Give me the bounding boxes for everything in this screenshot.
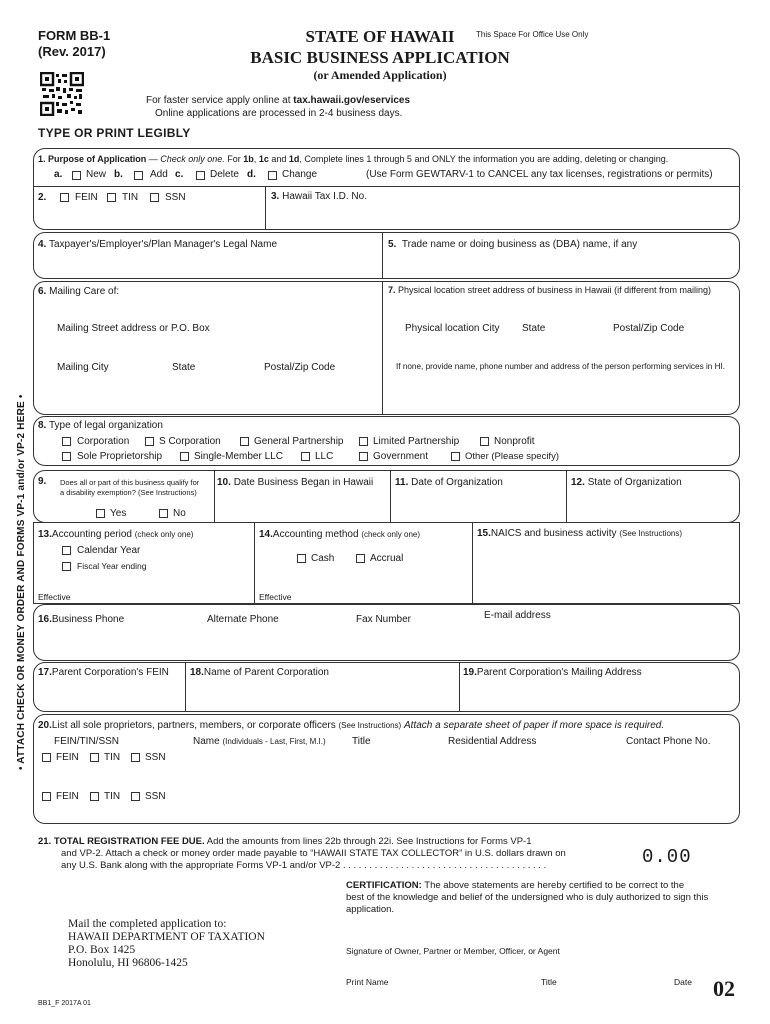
line-number: 19. [463,667,477,678]
sole-proprietorship-label: Sole Proprietorship [77,451,163,462]
line14-text: Accounting method [272,529,359,540]
line-number: 21. [38,836,52,847]
row2-tin-label: TIN [104,791,121,802]
line-number: 8. [38,420,47,431]
line18-text: Name of Parent Corporation [203,667,329,678]
line15-note: (See Instructions) [619,529,683,538]
effective-label: Effective [259,592,292,602]
mailing-street-label: Mailing Street address or P.O. Box [57,323,210,334]
row1-ssn-checkbox[interactable] [131,753,140,762]
form-revision: (Rev. 2017) [38,44,106,59]
line-number: 12. [571,477,585,488]
col-title: Title [352,736,371,747]
line-number: 7. [388,285,396,295]
limited-partnership-label: Limited Partnership [373,436,460,447]
disability-no-checkbox[interactable] [159,509,168,518]
title-label: Title [541,977,557,987]
ssn-checkbox[interactable] [150,193,159,202]
line8-label [38,420,163,431]
option-a-letter: a. [54,169,63,180]
llc-checkbox[interactable] [301,452,310,461]
fiscal-year-label: Fiscal Year ending [77,561,147,571]
certification-title: CERTIFICATION: [346,880,422,891]
nonprofit-label: Nonprofit [494,436,535,447]
row2-ssn-checkbox[interactable] [131,792,140,801]
row2-ssn-label: SSN [145,791,166,802]
certification-text1: The above statements are hereby certified to be correct to the [421,880,685,891]
col-name-note: (Individuals - Last, First, M.I.) [222,737,326,746]
line3-label [271,191,367,202]
no-label: No [173,508,186,519]
online-processing-note: Online applications are processed in 2-4 business days. [155,108,403,119]
line21-instr1: Add the amounts from lines 22b through 22i. See Instructions for Forms VP-1 [204,836,532,847]
line-number: 14. [259,529,273,540]
line9-text1: Does all or part of this business qualify for [60,478,200,487]
line19-label [463,667,642,678]
gewtarv-note: (Use Form GEWTARV-1 to CANCEL any tax licenses, registrations or permits) [366,169,713,180]
line20-text: List all sole proprietors, partners, members, or corporate officers [51,720,336,731]
line21-title: TOTAL REGISTRATION FEE DUE. [53,836,205,847]
email-label: E-mail address [484,610,551,621]
mailing-city-label: Mailing City [57,362,109,373]
line1-dash: — [146,154,161,164]
footer-form-code: BB1_F 2017A 01 [38,1000,91,1007]
col-phone: Contact Phone No. [626,736,711,747]
form-title: BASIC BUSINESS APPLICATION [250,48,510,67]
single-member-llc-checkbox[interactable] [180,452,189,461]
line20-note: (See Instructions) [338,721,402,730]
line18-label [190,667,329,678]
s-corporation-label: S Corporation [159,436,221,447]
date-label: Date [674,977,692,987]
divider [382,281,383,415]
cash-label: Cash [311,553,335,564]
option-c-letter: c. [175,169,184,180]
line17-text: Parent Corporation's FEIN [51,667,169,678]
row1-tin-checkbox[interactable] [90,753,99,762]
line-number: 18. [190,667,204,678]
row2-fein-checkbox[interactable] [42,792,51,801]
fax-label: Fax Number [356,614,412,625]
change-checkbox[interactable] [268,171,277,180]
effective-label: Effective [38,592,71,602]
option-b-letter: b. [114,169,123,180]
line11-label [395,477,503,488]
physical-city-label: Physical location City [405,323,500,334]
line21-text1 [38,836,532,847]
single-member-llc-label: Single-Member LLC [194,451,283,462]
line1-check-only: Check only one. [160,154,225,164]
line12-text: State of Organization [587,477,682,488]
line21-text3: any U.S. Bank along with the appropriate Forms VP-1 and/or VP-2 . . . . . . . . . . . . . . . . . . . . . . . . . . . . . . . . . . . . . . . [61,860,547,871]
row1-ssn-label: SSN [145,752,166,763]
government-label: Government [373,451,429,462]
llc-label: LLC [315,451,334,462]
disability-yes-checkbox[interactable] [96,509,105,518]
line7-text: Physical location street address of business in Hawaii (if different from mailing) [398,285,712,295]
divider [185,662,186,712]
line-number: 20. [38,720,52,731]
limited-partnership-checkbox[interactable] [359,437,368,446]
general-partnership-label: General Partnership [254,436,344,447]
line5-text: Trade name or doing business as (DBA) name, if any [401,239,638,250]
corporation-label: Corporation [77,436,130,447]
delete-checkbox[interactable] [196,171,205,180]
line-number: 11. [395,477,409,488]
mailing-state-label: State [172,362,196,373]
physical-zip-label: Postal/Zip Code [613,323,685,334]
certification-line3: application. [346,904,395,915]
divider [459,662,460,712]
divider [382,232,383,279]
row1-fein-label: FEIN [56,752,79,763]
line10-label [217,477,373,488]
line-number: 15. [477,528,491,539]
line1-and: and [268,154,289,164]
other-label: Other (Please specify) [465,451,559,462]
line5-label [388,239,637,250]
line13-label [38,529,193,540]
divider [390,470,391,523]
fein-checkbox[interactable] [60,193,69,202]
line21-text2: and VP-2. Attach a check or money order made payable to “HAWAII STATE TAX COLLECTOR” in U.S. dollars drawn on [61,848,566,859]
row2-fein-label: FEIN [56,791,79,802]
line6-text: Mailing Care of: [49,286,120,297]
fiscal-year-checkbox[interactable] [62,562,71,571]
page-number: 02 [713,976,735,1001]
online-url-link[interactable]: tax.hawaii.gov/eservices [293,95,411,106]
line8-text: Type of legal organization [48,420,163,431]
physical-none-note: If none, provide name, phone number and address of the person performing services in HI. [396,362,726,371]
divider [254,522,255,604]
total-fee-amount[interactable]: 0.00 [642,846,692,868]
option-new-label: New [86,169,107,180]
other-checkbox[interactable] [451,452,460,461]
section-contact [33,604,740,661]
divider [265,186,266,230]
yes-label: Yes [110,508,127,519]
line-number: 13. [38,529,52,540]
option-add-label: Add [150,169,168,180]
col-address: Residential Address [448,736,537,747]
line-number: 17. [38,667,52,678]
line1-instr: For [224,154,244,164]
signature-label: Signature of Owner, Partner or Member, Officer, or Agent [346,946,560,956]
line-number: 5. [388,239,397,250]
certification-line2: best of the knowledge and belief of the undersigned who is duly authorized to sign this [346,892,709,903]
online-prefix: For faster service apply online at [146,95,294,106]
line13-note: (check only one) [134,530,194,539]
line16-label [38,614,124,625]
divider [566,470,567,523]
office-use-note: This Space For Office Use Only [476,30,589,39]
line15-text: NAICS and business activity [490,528,617,539]
general-partnership-checkbox[interactable] [240,437,249,446]
new-checkbox[interactable] [72,171,81,180]
line-number: 6. [38,286,47,297]
line13-text: Accounting period [51,529,132,540]
mail-to-pobox: P.O. Box 1425 [68,944,136,956]
line6-label [38,286,119,297]
mail-to-heading: Mail the completed application to: [68,918,227,930]
option-delete-label: Delete [210,169,239,180]
line3-text: Hawaii Tax I.D. No. [282,191,367,202]
s-corporation-checkbox[interactable] [145,437,154,446]
mailing-zip-label: Postal/Zip Code [264,362,336,373]
line17-label [38,667,169,678]
tin-label: TIN [122,192,139,203]
line1-ref-d: 1d [288,154,300,164]
physical-state-label: State [522,323,546,334]
row1-fein-checkbox[interactable] [42,753,51,762]
line20-label [38,720,664,731]
print-name-label: Print Name [346,977,389,987]
form-id: FORM BB-1 [38,28,111,43]
calendar-year-label: Calendar Year [77,545,141,556]
calendar-year-checkbox[interactable] [62,546,71,555]
line4-text: Taxpayer's/Employer's/Plan Manager's Legal Name [48,239,278,250]
cash-checkbox[interactable] [297,554,306,563]
divider [214,470,215,523]
line1-ref-b: 1b [243,154,254,164]
col-name-text: Name [193,736,220,747]
divider [33,186,740,187]
line-number: 16. [38,614,52,625]
line-number: 4. [38,239,47,250]
certification-line1 [346,880,684,891]
line7-label [388,285,711,295]
mail-to-department: HAWAII DEPARTMENT OF TAXATION [68,931,265,943]
line1-title: Purpose of Application [48,154,147,164]
line14-note: (check only one) [361,530,421,539]
form-subtitle: (or Amended Application) [313,68,447,82]
section-addresses [33,281,740,415]
corporation-checkbox[interactable] [62,437,71,446]
state-heading: STATE OF HAWAII [305,27,455,46]
add-checkbox[interactable] [134,171,143,180]
line1-ref-c: 1c [258,154,269,164]
accrual-label: Accrual [370,553,404,564]
line4-label [38,239,277,250]
line-number: 10. [217,477,231,488]
line1-label [38,154,668,164]
type-or-print: TYPE OR PRINT LEGIBLY [38,126,191,140]
option-change-label: Change [282,169,318,180]
line1-sep: , [253,154,259,164]
row1-tin-label: TIN [104,752,121,763]
row2-tin-checkbox[interactable] [90,792,99,801]
line-number: 1. [38,154,46,164]
line15-label [477,528,682,539]
line14-label [259,529,420,540]
tin-checkbox[interactable] [107,193,116,202]
line1-instr-post: , Complete lines 1 through 5 and ONLY the information you are adding, deleting or changing. [299,154,669,164]
line-number: 3. [271,191,280,202]
line11-text: Date of Organization [411,477,503,488]
line12-label [571,477,682,488]
line20-attach-note: Attach a separate sheet of paper if more space is required. [404,720,665,731]
online-note [146,95,410,106]
fein-label: FEIN [75,192,98,203]
sole-proprietorship-checkbox[interactable] [62,452,71,461]
ssn-label: SSN [165,192,186,203]
nonprofit-checkbox[interactable] [480,437,489,446]
mail-to-city: Honolulu, HI 96806-1425 [68,957,188,969]
col-name [193,736,326,747]
alternate-phone-label: Alternate Phone [207,614,279,625]
option-d-letter: d. [247,169,256,180]
line10-text: Date Business Began in Hawaii [233,477,374,488]
col-fein-tin-ssn: FEIN/TIN/SSN [54,736,120,747]
line19-text: Parent Corporation's Mailing Address [476,667,642,678]
line-number: 2. [38,192,47,203]
side-attach-note: • ATTACH CHECK OR MONEY ORDER AND FORMS VP-1 and/or VP-2 HERE • [16,394,27,770]
divider [472,522,473,604]
line-number: 9. [38,476,47,487]
government-checkbox[interactable] [359,452,368,461]
line9-text2: a disability exemption? (See Instructions) [60,488,197,497]
accrual-checkbox[interactable] [356,554,365,563]
line16-text: Business Phone [51,614,125,625]
